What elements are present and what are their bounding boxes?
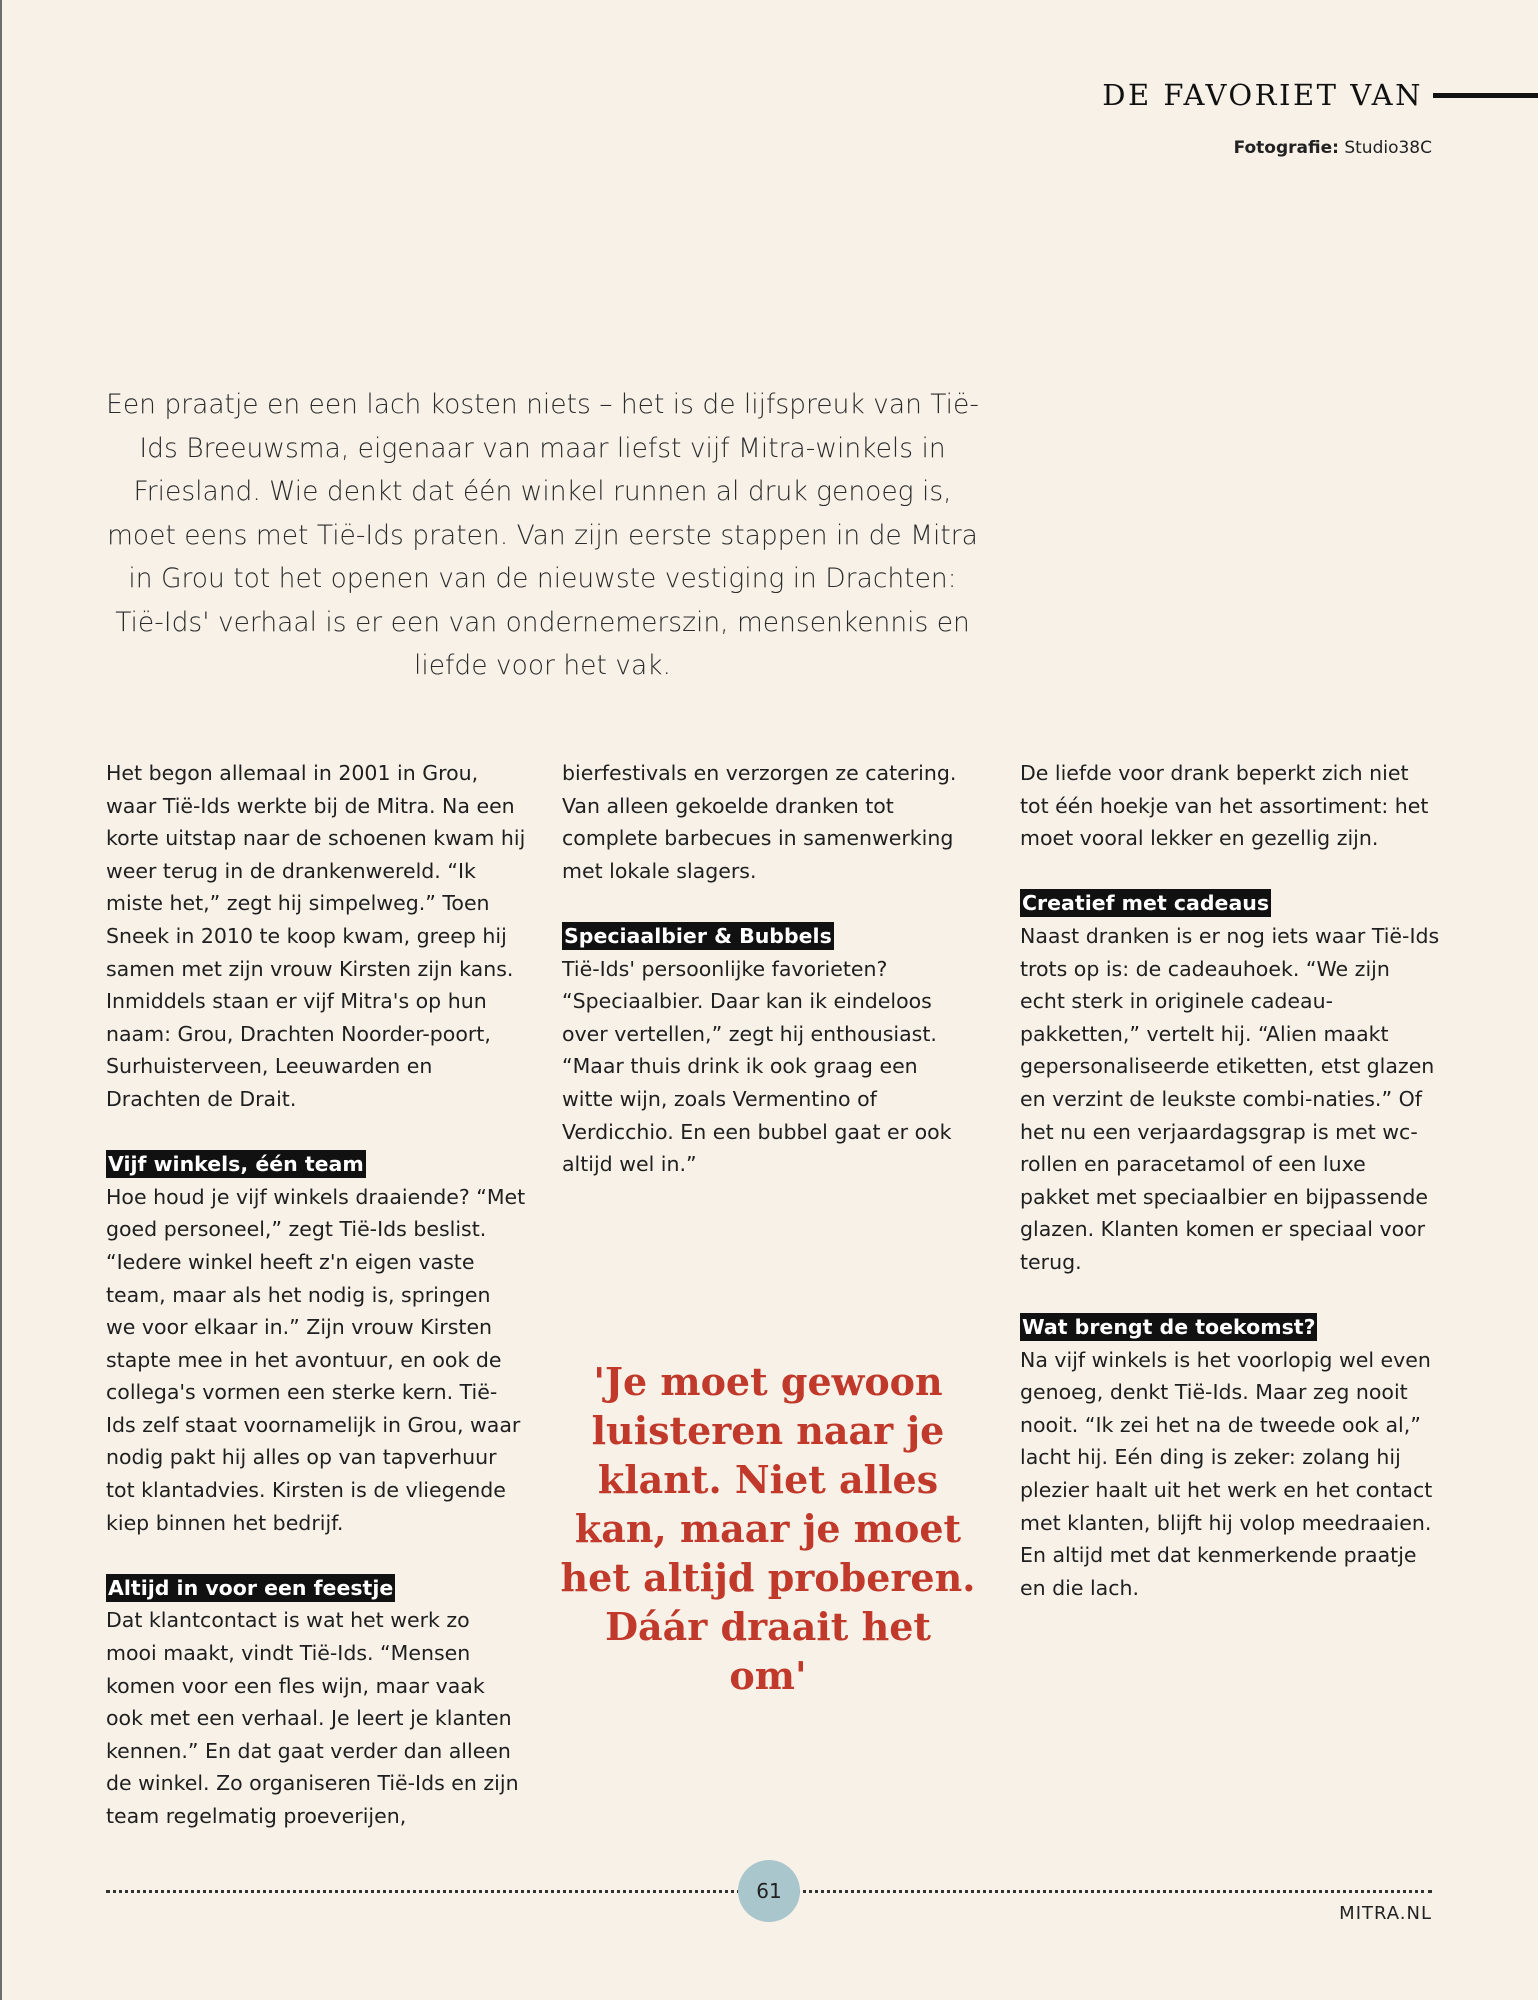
body-paragraph: Hoe houd je vijf winkels draaiende? “Met goed personeel,” zegt Tië-Ids beslist. “Iedere winkel heeft z'n eigen vaste team, maar als het nodig is, springen we voor elkaar in.” Zijn vrouw Kirsten stapte mee in het avontuur, en ook de collega's vormen een sterke kern. Tië-Ids zelf staat voornamelijk in Grou, waar nodig pakt hij alles op van tapverhuur tot klantadvies. Kirsten is de vliegende kiep binnen het bedrijf. xyxy=(106,1184,526,1535)
body-paragraph: Naast dranken is er nog iets waar Tië-Ids trots op is: de cadeauhoek. “We zijn echt sterk in originele cadeau-pakketten,” vertelt hij. “Alien maakt gepersonaliseerde etiketten, etst glazen en verzint de leukste combi-naties.” Of het nu een verjaardagsgrap is met wc-rollen en paracetamol of een luxe pakket met speciaalbier en bijpassende glazen. Klanten komen er speciaal voor terug. xyxy=(1020,923,1440,1274)
subheading: Wat brengt de toekomst? xyxy=(1022,1315,1316,1340)
body-paragraph: Het begon allemaal in 2001 in Grou, waar Tië-Ids werkte bij de Mitra. Na een korte uitstap naar de schoenen kwam hij weer terug in de drankenwereld. “Ik miste het,” zegt hij simpelweg.” Toen Sneek in 2010 te koop kwam, greep hij samen met zijn vrouw Kirsten zijn kans. Inmiddels staan er vijf Mitra's op hun naam: Grou, Drachten Noorder-poort, Surhuisterveen, Leeuwarden en Drachten de Drait. xyxy=(106,761,526,1111)
section-header xyxy=(1102,78,1538,112)
subheading: Vijf winkels, één team xyxy=(108,1152,364,1177)
body-paragraph: Dat klantcontact is wat het werk zo mooi maakt, vindt Tië-Ids. “Mensen komen voor een fles wijn, maar vaak ook met een verhaal. Je leert je klanten kennen.” En dat gaat verder dan alleen de winkel. Zo organiseren Tië-Ids en zijn team regelmatig proeverijen, xyxy=(106,1608,519,1828)
subheading: Creatief met cadeaus xyxy=(1022,891,1270,916)
body-paragraph: bierfestivals en verzorgen ze catering. Van alleen gekoelde dranken tot complete barbecues in samenwerking met lokale slagers. xyxy=(562,761,957,883)
header-rule xyxy=(1433,93,1538,98)
body-paragraph: Tië-Ids' persoonlijke favorieten? “Speciaalbier. Daar kan ik eindeloos over vertellen,” zegt hij enthousiast. “Maar thuis drink ik ook graag een witte wijn, zoals Vermentino of Verdicchio. En een bubbel gaat er ook altijd wel in.” xyxy=(562,956,952,1177)
subheading: Speciaalbier & Bubbels xyxy=(564,923,832,948)
intro-paragraph: Een praatje en een lach kosten niets – het is de lijfspreuk van Tië-Ids Breeuwsma, eigenaar van maar liefst vijf Mitra-winkels in Friesland. Wie denkt dat één winkel runnen al druk genoeg is, moet eens met Tië-Ids praten. Van zijn eerste stappen in de Mitra in Grou tot het openen van de nieuwste vestiging in Drachten: Tië-Ids' verhaal is er een van ondernemerszin, mensenkennis en liefde voor het vak. xyxy=(106,389,979,681)
subheading: Altijd in voor een feestje xyxy=(108,1575,394,1600)
article-column-1 xyxy=(106,757,526,1833)
article-column-3 xyxy=(1020,757,1440,1604)
photo-credit xyxy=(1234,138,1432,158)
site-url: MITRA.NL xyxy=(1339,1903,1432,1924)
page-number: 61 xyxy=(738,1860,800,1922)
article-column-2 xyxy=(562,757,972,1181)
body-paragraph: De liefde voor drank beperkt zich niet tot één hoekje van het assortiment: het moet vooral lekker en gezellig zijn. xyxy=(1020,761,1429,851)
page-spine xyxy=(0,0,2,2000)
section-title: DE FAVORIET VAN xyxy=(1102,78,1423,112)
pull-quote: 'Je moet gewoon luisteren naar je klant. Niet alles kan, maar je moet het altijd proberen. Dáár draait het om' xyxy=(560,1359,976,1698)
photo-credit-name: Studio38C xyxy=(1344,138,1432,158)
photo-credit-label: Fotografie: xyxy=(1233,138,1339,158)
body-paragraph: Na vijf winkels is het voorlopig wel even genoeg, denkt Tië-Ids. Maar zeg nooit nooit. “Ik zei het na de tweede ook al,” lacht hij. Eén ding is zeker: zolang hij plezier haalt uit het werk en het contact met klanten, blijft hij volop meedraaien. En altijd met dat kenmerkende praatje en die lach. xyxy=(1020,1347,1433,1600)
